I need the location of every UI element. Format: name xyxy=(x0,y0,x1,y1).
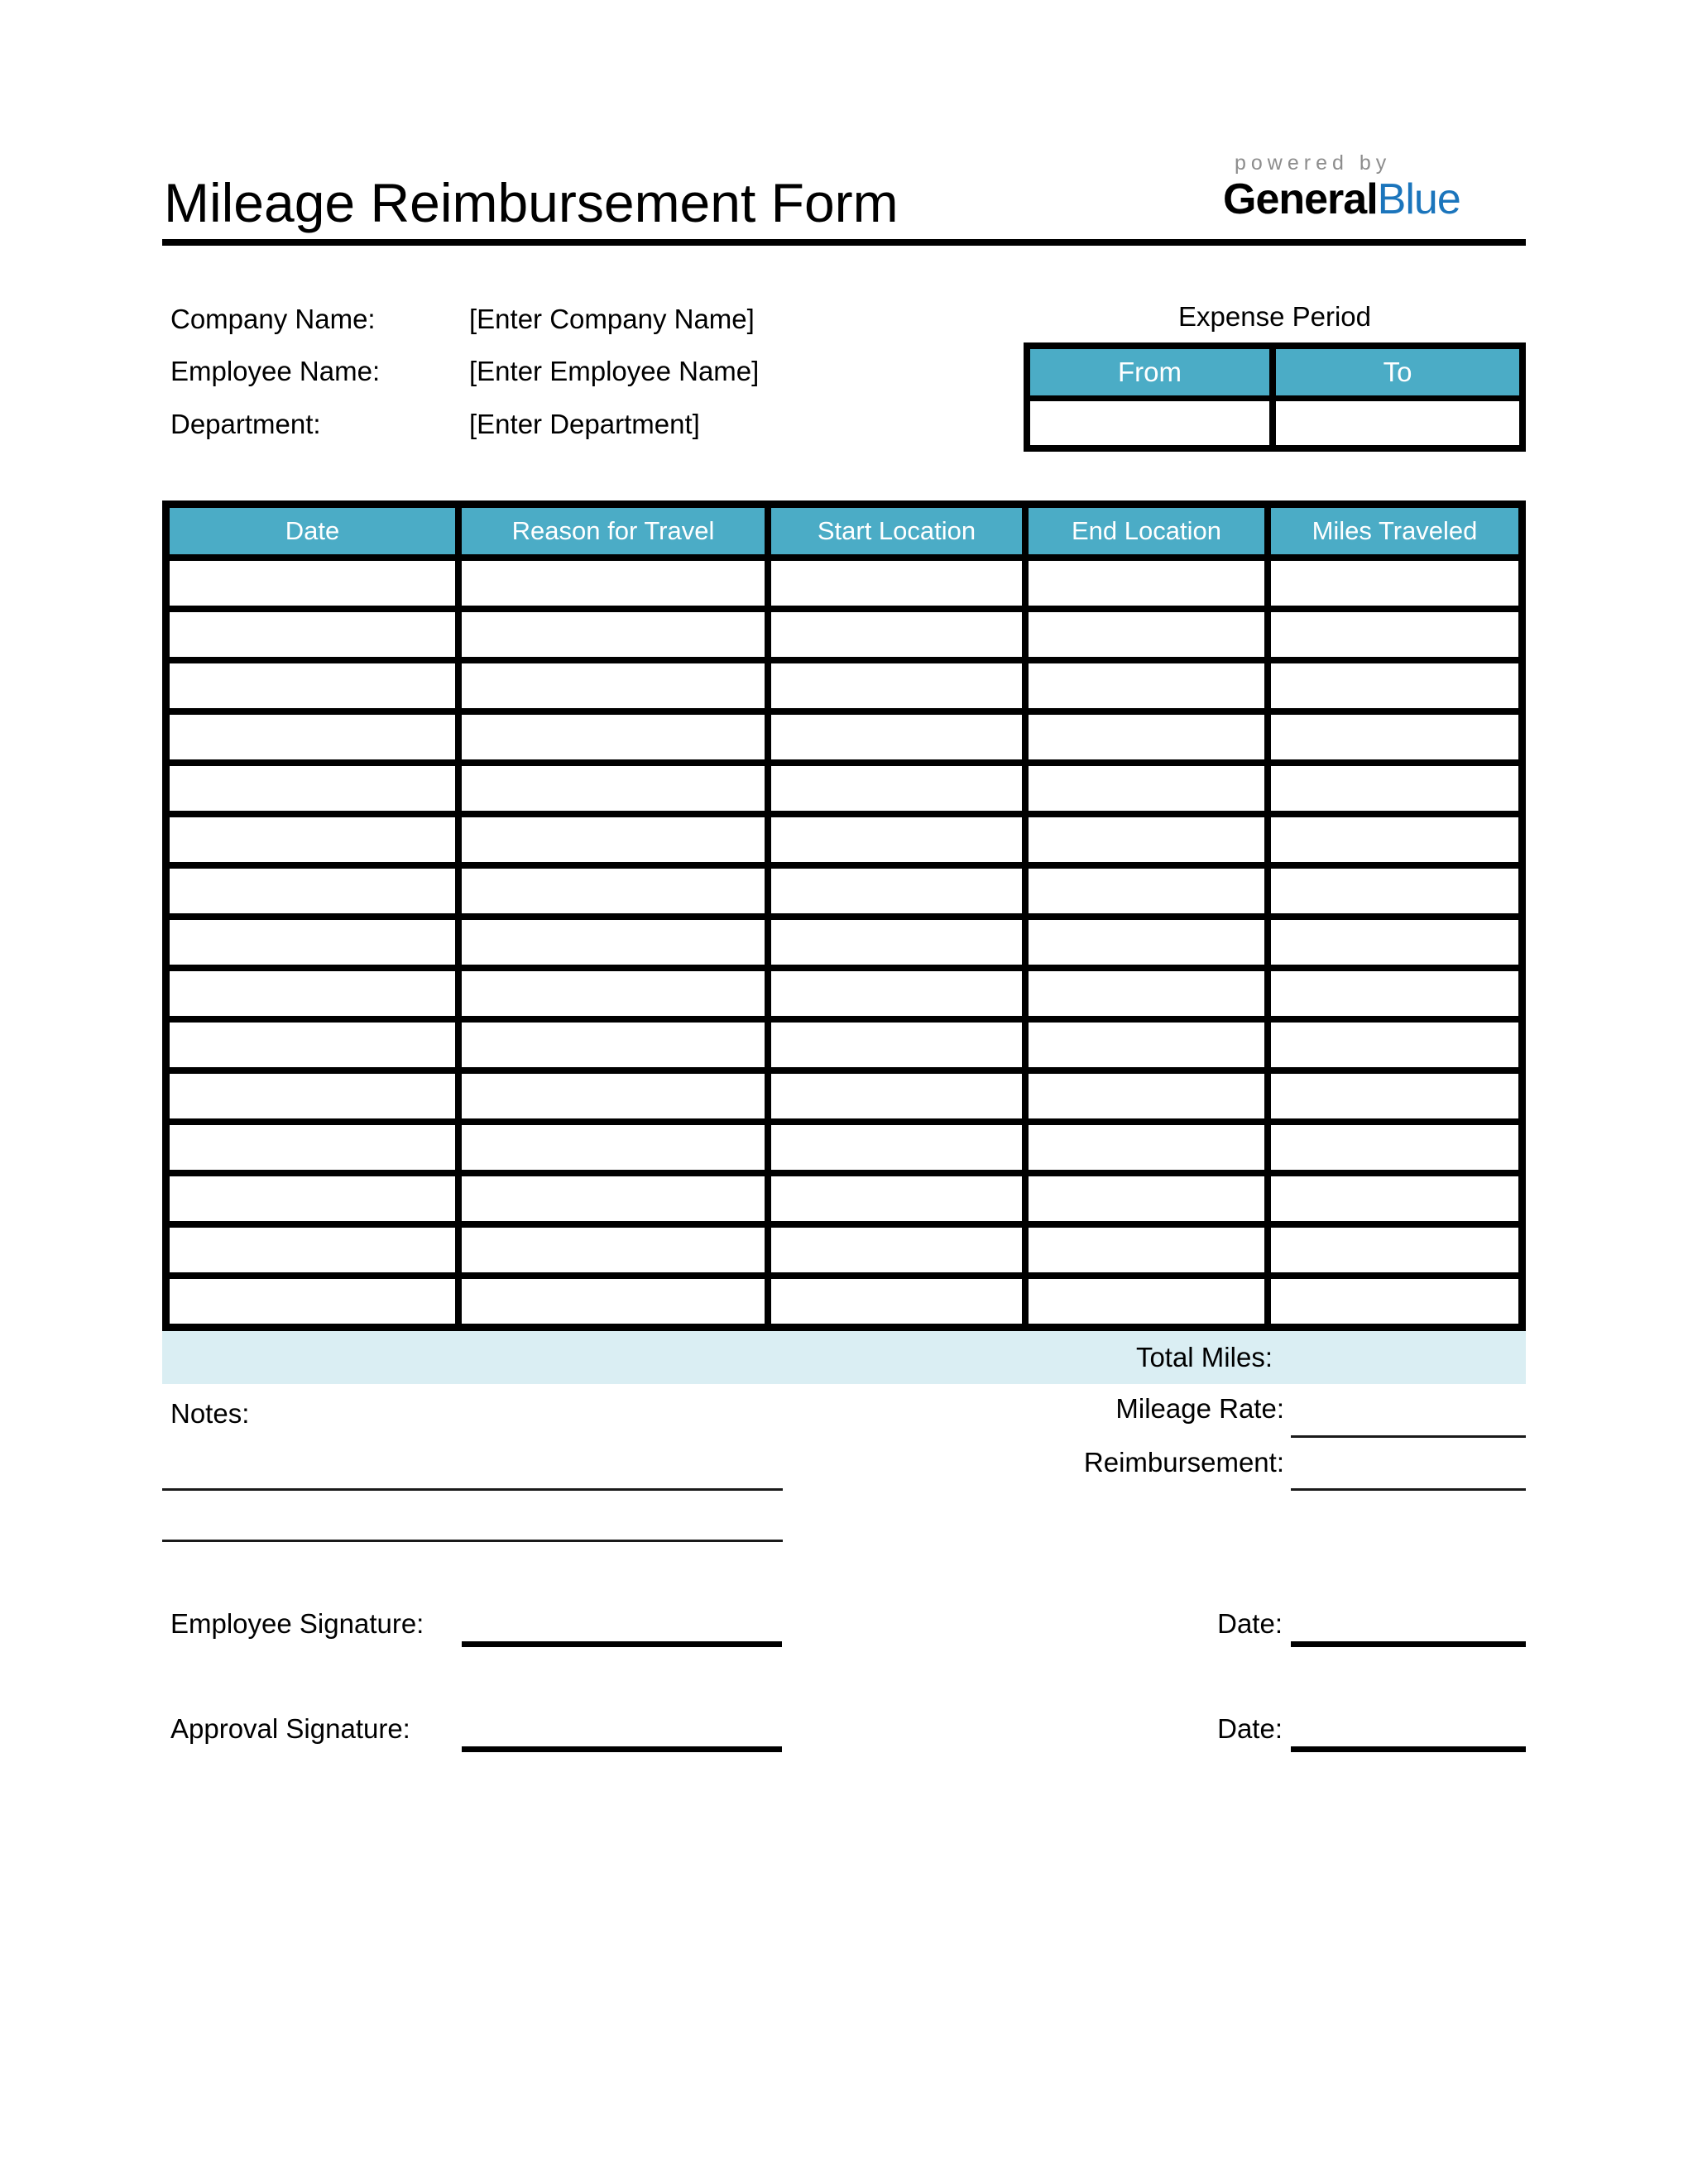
table-cell-r3c1[interactable] xyxy=(462,715,765,759)
brand-general: General xyxy=(1223,175,1378,223)
table-cell-r4c1[interactable] xyxy=(462,766,765,811)
column-header-4: Miles Traveled xyxy=(1271,508,1518,554)
table-cell-r12c1[interactable] xyxy=(462,1176,765,1221)
table-cell-r7c4[interactable] xyxy=(1271,920,1518,965)
approval-signature-label: Approval Signature: xyxy=(170,1713,410,1744)
table-cell-r8c1[interactable] xyxy=(462,971,765,1016)
table-cell-r10c3[interactable] xyxy=(1029,1074,1264,1118)
expense-from-value[interactable] xyxy=(1030,401,1269,445)
notes-line-2[interactable] xyxy=(162,1540,783,1542)
table-cell-r6c4[interactable] xyxy=(1271,869,1518,913)
table-cell-r1c0[interactable] xyxy=(170,612,455,657)
table-cell-r1c3[interactable] xyxy=(1029,612,1264,657)
table-cell-r14c1[interactable] xyxy=(462,1279,765,1324)
table-cell-r1c2[interactable] xyxy=(771,612,1022,657)
table-cell-r6c2[interactable] xyxy=(771,869,1022,913)
brand-blue: Blue xyxy=(1377,175,1460,223)
column-header-3: End Location xyxy=(1029,508,1264,554)
total-miles-band xyxy=(162,1331,1526,1384)
table-cell-r7c2[interactable] xyxy=(771,920,1022,965)
table-cell-r0c3[interactable] xyxy=(1029,561,1264,606)
table-cell-r11c2[interactable] xyxy=(771,1125,1022,1170)
table-cell-r5c0[interactable] xyxy=(170,817,455,862)
expense-to-value[interactable] xyxy=(1276,401,1519,445)
notes-label: Notes: xyxy=(170,1398,250,1429)
table-cell-r6c1[interactable] xyxy=(462,869,765,913)
table-cell-r6c3[interactable] xyxy=(1029,869,1264,913)
table-cell-r5c4[interactable] xyxy=(1271,817,1518,862)
table-cell-r8c2[interactable] xyxy=(771,971,1022,1016)
total-miles-label: Total Miles: xyxy=(1135,1342,1273,1372)
table-cell-r0c4[interactable] xyxy=(1271,561,1518,606)
table-cell-r11c0[interactable] xyxy=(170,1125,455,1170)
table-cell-r7c3[interactable] xyxy=(1029,920,1264,965)
table-cell-r13c1[interactable] xyxy=(462,1228,765,1272)
table-cell-r9c2[interactable] xyxy=(771,1023,1022,1067)
table-cell-r13c4[interactable] xyxy=(1271,1228,1518,1272)
employee-signature-line[interactable] xyxy=(462,1641,782,1647)
table-cell-r0c2[interactable] xyxy=(771,561,1022,606)
table-cell-r7c1[interactable] xyxy=(462,920,765,965)
table-cell-r12c2[interactable] xyxy=(771,1176,1022,1221)
table-cell-r3c3[interactable] xyxy=(1029,715,1264,759)
employee-name-label: Employee Name: xyxy=(170,356,381,386)
brand-wordmark xyxy=(1223,175,1521,223)
table-cell-r9c3[interactable] xyxy=(1029,1023,1264,1067)
table-cell-r11c4[interactable] xyxy=(1271,1125,1518,1170)
mileage-rate-label: Mileage Rate: xyxy=(1115,1393,1284,1424)
table-cell-r5c2[interactable] xyxy=(771,817,1022,862)
table-cell-r10c0[interactable] xyxy=(170,1074,455,1118)
department-label: Department: xyxy=(170,409,321,439)
expense-period-title: Expense Period xyxy=(1178,301,1371,332)
table-cell-r11c1[interactable] xyxy=(462,1125,765,1170)
table-cell-r4c4[interactable] xyxy=(1271,766,1518,811)
table-cell-r2c1[interactable] xyxy=(462,663,765,708)
table-cell-r1c4[interactable] xyxy=(1271,612,1518,657)
page-title: Mileage Reimbursement Form xyxy=(164,172,899,233)
table-cell-r8c4[interactable] xyxy=(1271,971,1518,1016)
approval-date-line[interactable] xyxy=(1291,1746,1526,1752)
total-miles-value[interactable] xyxy=(1273,1331,1526,1384)
table-cell-r10c2[interactable] xyxy=(771,1074,1022,1118)
table-cell-r2c3[interactable] xyxy=(1029,663,1264,708)
employee-date-line[interactable] xyxy=(1291,1641,1526,1647)
approval-signature-line[interactable] xyxy=(462,1746,782,1752)
mileage-rate-field[interactable] xyxy=(1291,1435,1526,1438)
table-cell-r6c0[interactable] xyxy=(170,869,455,913)
table-cell-r11c3[interactable] xyxy=(1029,1125,1264,1170)
table-cell-r2c4[interactable] xyxy=(1271,663,1518,708)
table-cell-r13c0[interactable] xyxy=(170,1228,455,1272)
table-cell-r0c1[interactable] xyxy=(462,561,765,606)
table-cell-r2c0[interactable] xyxy=(170,663,455,708)
table-cell-r8c3[interactable] xyxy=(1029,971,1264,1016)
table-cell-r14c3[interactable] xyxy=(1029,1279,1264,1324)
table-cell-r9c4[interactable] xyxy=(1271,1023,1518,1067)
table-cell-r10c1[interactable] xyxy=(462,1074,765,1118)
table-cell-r14c0[interactable] xyxy=(170,1279,455,1324)
table-cell-r0c0[interactable] xyxy=(170,561,455,606)
table-cell-r4c3[interactable] xyxy=(1029,766,1264,811)
reimbursement-label: Reimbursement: xyxy=(1083,1447,1284,1478)
expense-period-table xyxy=(1024,342,1526,452)
company-name-label: Company Name: xyxy=(170,304,376,334)
department-value[interactable]: [Enter Department] xyxy=(469,409,700,439)
column-header-2: Start Location xyxy=(771,508,1022,554)
column-header-1: Reason for Travel xyxy=(462,508,765,554)
mileage-table xyxy=(162,500,1526,1331)
expense-from-header: From xyxy=(1030,349,1269,395)
table-cell-r12c3[interactable] xyxy=(1029,1176,1264,1221)
generalblue-logo xyxy=(1223,151,1521,223)
table-cell-r10c4[interactable] xyxy=(1271,1074,1518,1118)
column-header-0: Date xyxy=(170,508,455,554)
table-cell-r12c0[interactable] xyxy=(170,1176,455,1221)
approval-date-label: Date: xyxy=(1217,1713,1283,1744)
employee-name-value[interactable]: [Enter Employee Name] xyxy=(469,356,760,386)
table-cell-r14c4[interactable] xyxy=(1271,1279,1518,1324)
table-cell-r5c1[interactable] xyxy=(462,817,765,862)
table-cell-r9c1[interactable] xyxy=(462,1023,765,1067)
table-cell-r3c2[interactable] xyxy=(771,715,1022,759)
table-cell-r4c0[interactable] xyxy=(170,766,455,811)
table-cell-r8c0[interactable] xyxy=(170,971,455,1016)
table-cell-r7c0[interactable] xyxy=(170,920,455,965)
table-cell-r12c4[interactable] xyxy=(1271,1176,1518,1221)
table-cell-r4c2[interactable] xyxy=(771,766,1022,811)
table-cell-r2c2[interactable] xyxy=(771,663,1022,708)
table-cell-r13c2[interactable] xyxy=(771,1228,1022,1272)
notes-line-1[interactable] xyxy=(162,1488,783,1491)
title-divider xyxy=(162,239,1526,246)
company-name-value[interactable]: [Enter Company Name] xyxy=(469,304,755,334)
table-cell-r3c4[interactable] xyxy=(1271,715,1518,759)
table-cell-r14c2[interactable] xyxy=(771,1279,1022,1324)
employee-date-label: Date: xyxy=(1217,1608,1283,1639)
table-cell-r9c0[interactable] xyxy=(170,1023,455,1067)
powered-by-text: powered by xyxy=(1235,151,1392,175)
table-cell-r3c0[interactable] xyxy=(170,715,455,759)
reimbursement-field[interactable] xyxy=(1291,1488,1526,1491)
expense-to-header: To xyxy=(1276,349,1519,395)
employee-signature-label: Employee Signature: xyxy=(170,1608,424,1639)
table-cell-r1c1[interactable] xyxy=(462,612,765,657)
table-cell-r5c3[interactable] xyxy=(1029,817,1264,862)
table-cell-r13c3[interactable] xyxy=(1029,1228,1264,1272)
